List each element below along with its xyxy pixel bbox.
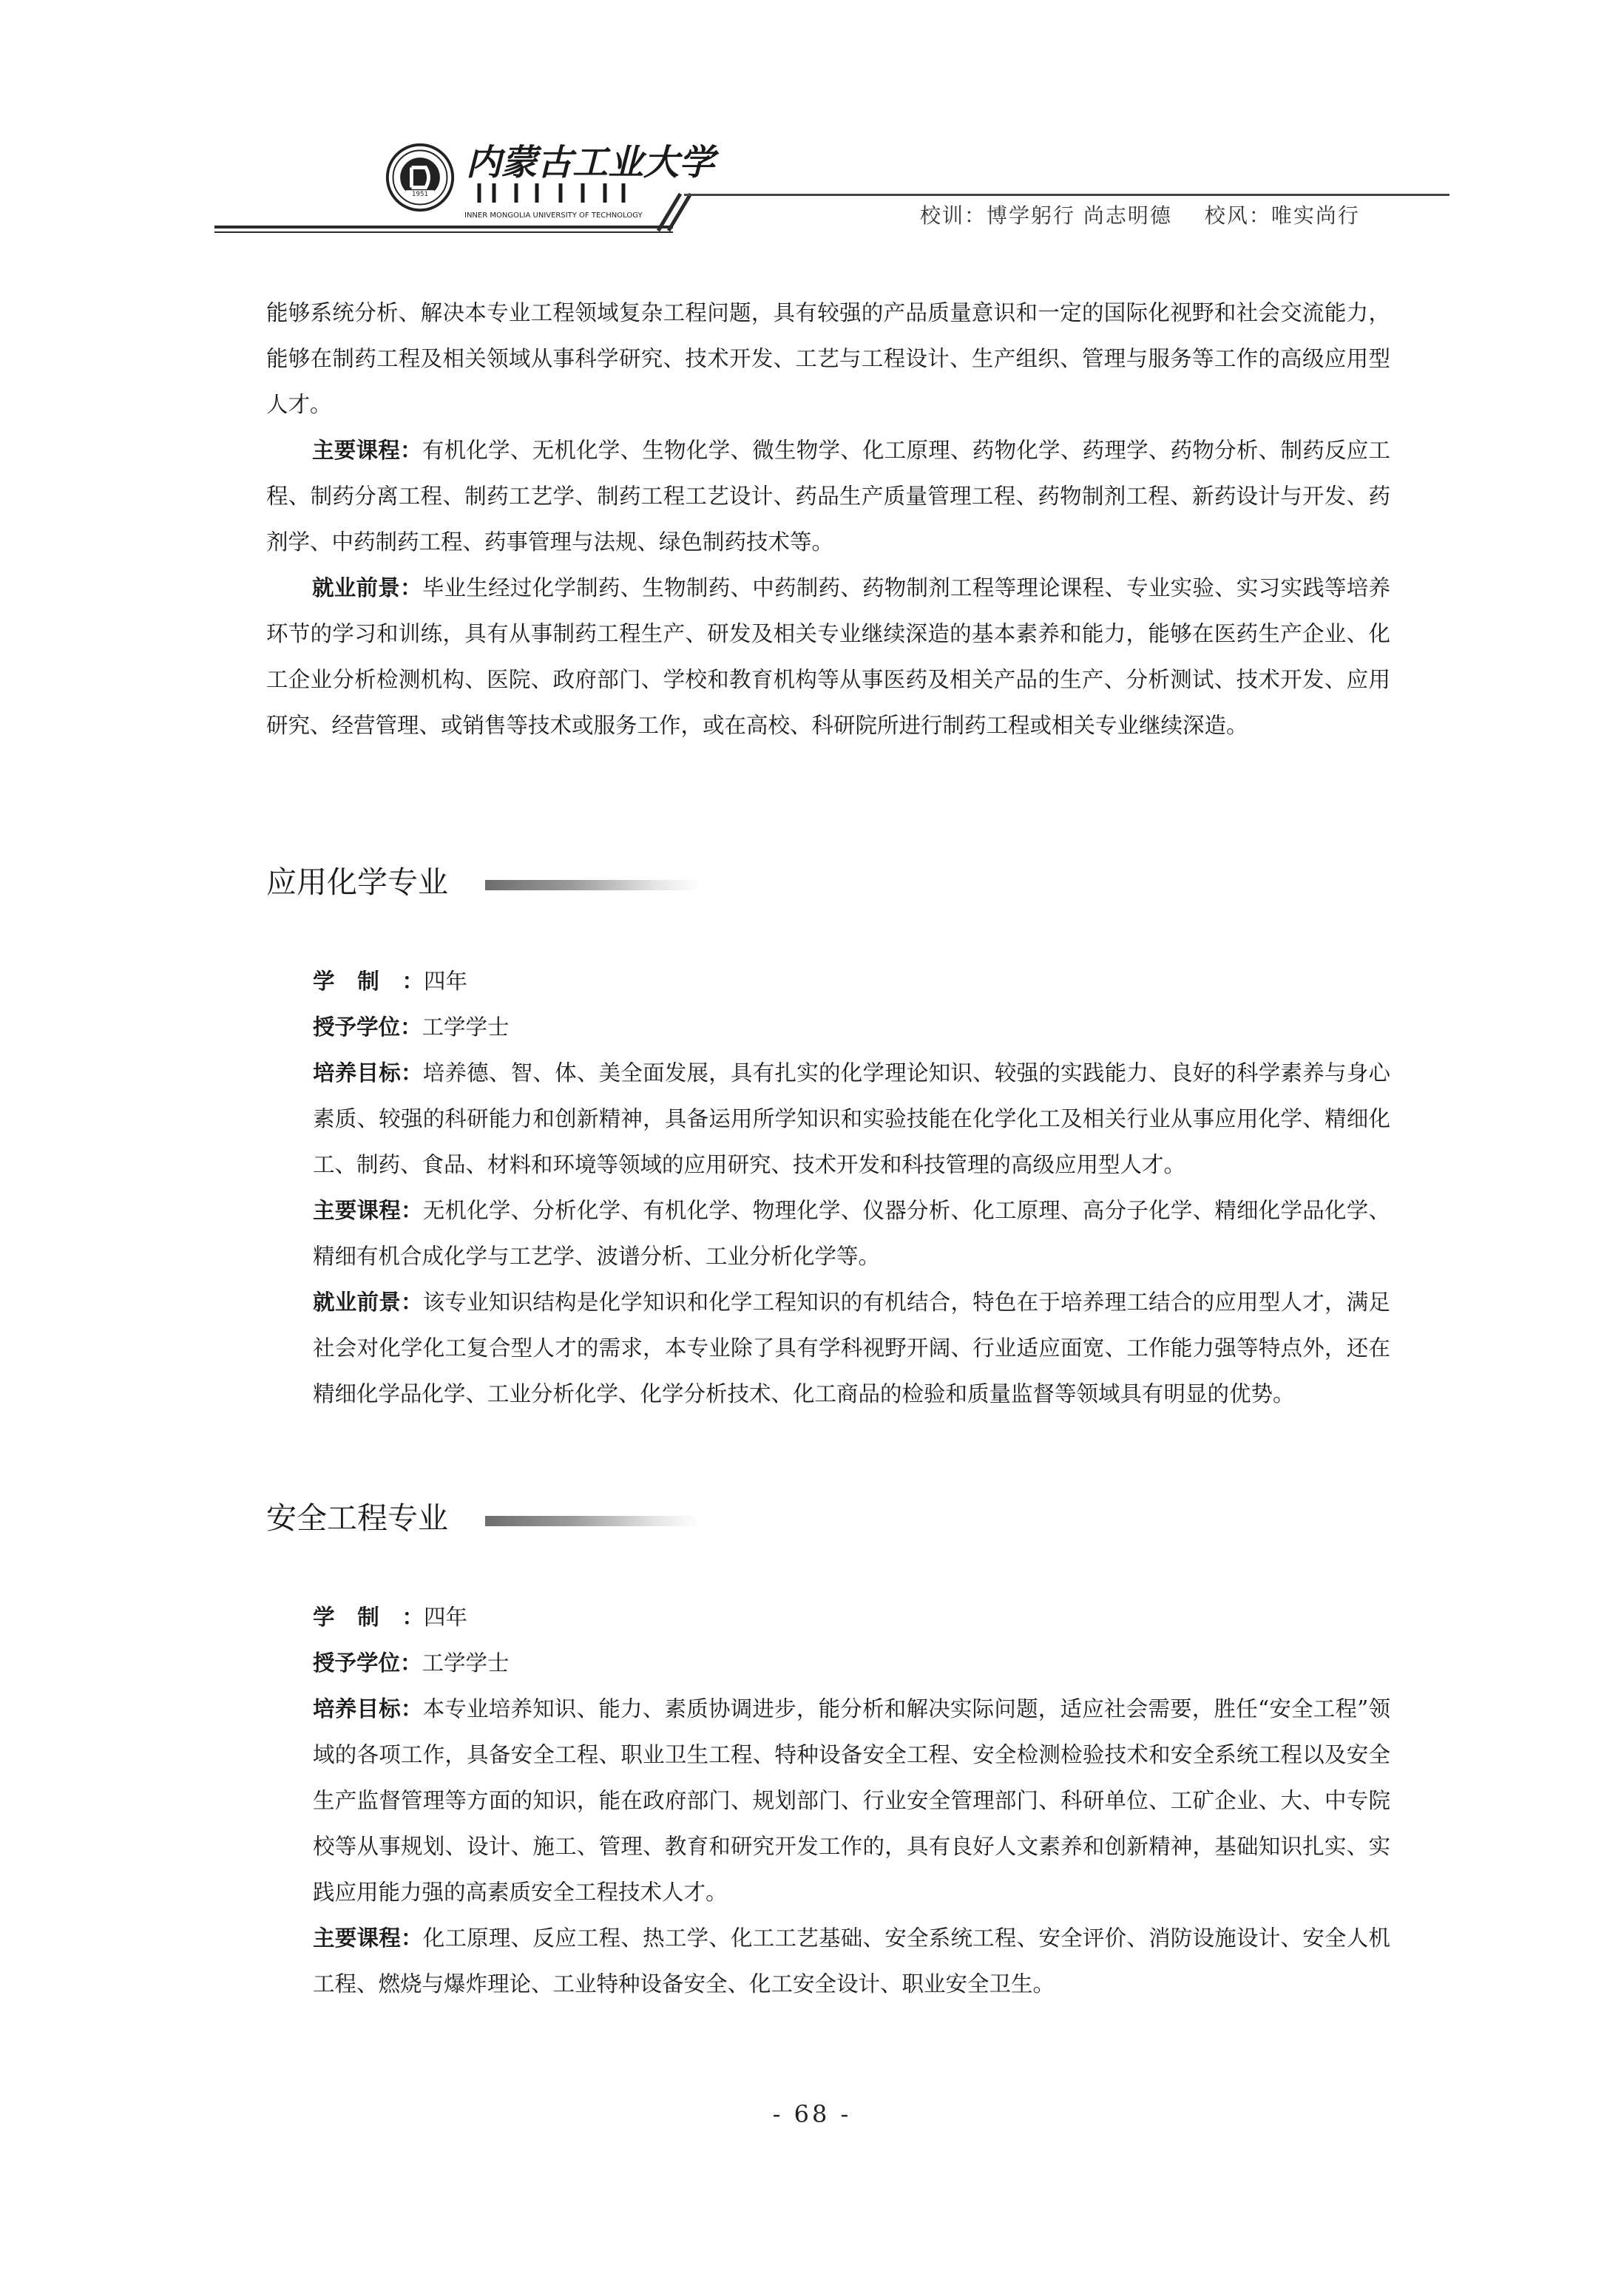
duration-label: 学制： xyxy=(313,969,424,994)
goal-label: 培养目标： xyxy=(313,1060,423,1086)
courses-label: 主要课程： xyxy=(313,1926,423,1951)
employment-paragraph xyxy=(313,1279,1390,1417)
motto-school-style: 校风：唯实尚行 xyxy=(1204,203,1360,228)
section-safety-engineering xyxy=(313,1594,1390,2007)
section-applied-chemistry xyxy=(313,958,1390,1417)
degree-label: 授予学位： xyxy=(313,1015,422,1040)
university-motto xyxy=(920,200,1360,229)
duration-value: 四年 xyxy=(424,1605,468,1630)
duration-value: 四年 xyxy=(424,969,468,994)
university-wordmark xyxy=(464,140,715,222)
page-header xyxy=(0,0,1624,244)
courses-text: 无机化学、分析化学、有机化学、物理化学、仪器分析、化工原理、高分子化学、精细化学品化学、精细有机合成化学与工艺学、波谱分析、工业分析化学等。 xyxy=(313,1198,1390,1269)
duration-row xyxy=(313,958,1390,1004)
degree-label: 授予学位： xyxy=(313,1650,422,1676)
university-seal-icon xyxy=(385,142,456,213)
degree-row xyxy=(313,1640,1390,1686)
intro-continuation xyxy=(266,290,1390,748)
goal-paragraph xyxy=(313,1686,1390,1915)
goal-label: 培养目标： xyxy=(313,1696,423,1721)
duration-label: 学制： xyxy=(313,1605,424,1630)
intro-paragraph: 能够系统分析、解决本专业工程领域复杂工程问题，具有较强的产品质量意识和一定的国际化视野和社会交流能力，能够在制药工程及相关领域从事科学研究、技术开发、工艺与工程设计、生产组织、管理与服务等工作的高级应用型人才。 xyxy=(266,300,1390,417)
svg-text:内蒙古工业大学: 内蒙古工业大学 xyxy=(466,142,715,183)
section-title-safety-engineering: 安全工程专业 xyxy=(266,1500,448,1536)
courses-text: 有机化学、无机化学、生物化学、微生物学、化工原理、药物化学、药理学、药物分析、制药反应工程、制药分离工程、制药工艺学、制药工程工艺设计、药品生产质量管理工程、药物制剂工程、新药设计与开发、药剂学、中药制药工程、药事管理与法规、绿色制药技术等。 xyxy=(266,438,1390,555)
duration-row xyxy=(313,1594,1390,1640)
employment-label: 就业前景： xyxy=(312,575,422,600)
employment-text: 毕业生经过化学制药、生物制药、中药制药、药物制剂工程等理论课程、专业实验、实习实践等培养环节的学习和训练，具有从事制药工程生产、研发及相关专业继续深造的基本素养和能力，能够在医药生产企业、化工企业分析检测机构、医院、政府部门、学校和教育机构等从事医药及相关产品的生产、分析测试、技术开发、应用研究、经营管理、或销售等技术或服务工作，或在高校、科研院所进行制药工程或相关专业继续深造。 xyxy=(266,575,1390,738)
courses-paragraph xyxy=(313,1915,1390,2007)
motto-school-creed: 校训：博学躬行 尚志明德 xyxy=(920,203,1172,228)
page-number: - 68 - xyxy=(772,2100,852,2128)
courses-paragraph xyxy=(313,1188,1390,1279)
header-slash-ornament xyxy=(651,191,695,232)
section-title-bar xyxy=(485,1516,700,1526)
intro-employment xyxy=(266,565,1390,748)
header-line xyxy=(684,194,1449,196)
courses-label: 主要课程： xyxy=(313,1198,423,1223)
goal-paragraph xyxy=(313,1050,1390,1188)
header-rule-thin xyxy=(214,231,673,233)
header-rule xyxy=(214,226,673,228)
section-title-bar xyxy=(485,880,700,890)
goal-text: 培养德、智、体、美全面发展，具有扎实的化学理论知识、较强的实践能力、良好的科学素养与身心素质、较强的科研能力和创新精神，具备运用所学知识和实验技能在化学化工及相关行业从事应用化学、精细化工、制药、食品、材料和环境等领域的应用研究、技术开发和科技管理的高级应用型人才。 xyxy=(313,1060,1390,1177)
employment-text: 该专业知识结构是化学知识和化学工程知识的有机结合，特色在于培养理工结合的应用型人才，满足社会对化学化工复合型人才的需求，本专业除了具有学科视野开阔、行业适应面宽、工作能力强等特点外，还在精细化学品化学、工业分析化学、化学分析技术、化工商品的检验和质量监督等领域具有明显的优势。 xyxy=(313,1290,1390,1406)
degree-value: 工学学士 xyxy=(422,1650,510,1676)
section-title-applied-chemistry: 应用化学专业 xyxy=(266,864,448,900)
courses-label: 主要课程： xyxy=(312,438,422,463)
goal-text: 本专业培养知识、能力、素质协调进步，能分析和解决实际问题，适应社会需要，胜任“安全工程”领域的各项工作，具备安全工程、职业卫生工程、特种设备安全工程、安全检测检验技术和安全系统工程以及安全生产监督管理等方面的知识，能在政府部门、规划部门、行业安全管理部门、科研单位、工矿企业、大、中专院校等从事规划、设计、施工、管理、教育和研究开发工作的，具有良好人文素养和创新精神，基础知识扎实、实践应用能力强的高素质安全工程技术人才。 xyxy=(313,1696,1390,1905)
employment-label: 就业前景： xyxy=(313,1290,423,1315)
degree-value: 工学学士 xyxy=(422,1015,510,1040)
intro-courses xyxy=(266,427,1390,565)
svg-text:INNER MONGOLIA UNIVERSITY OF T: INNER MONGOLIA UNIVERSITY OF TECHNOLOGY xyxy=(464,211,643,220)
degree-row xyxy=(313,1004,1390,1050)
svg-text:1951: 1951 xyxy=(412,190,428,198)
courses-text: 化工原理、反应工程、热工学、化工工艺基础、安全系统工程、安全评价、消防设施设计、安全人机工程、燃烧与爆炸理论、工业特种设备安全、化工安全设计、职业安全卫生。 xyxy=(313,1926,1390,1997)
